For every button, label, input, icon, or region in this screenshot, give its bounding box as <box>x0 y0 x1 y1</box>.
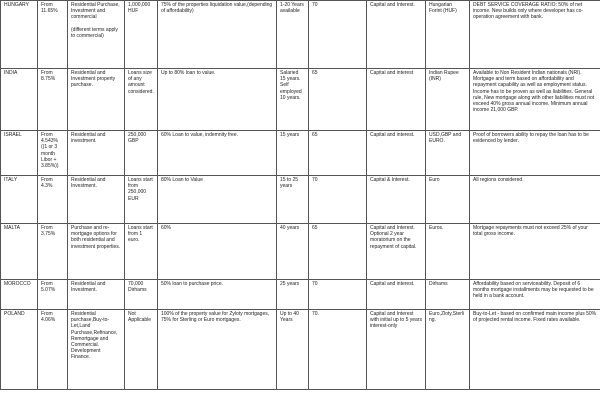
cell-ltv: 100% of the property value for Zyloty mortgages, 75% for Sterling or Euro mortgages. <box>158 310 277 390</box>
cell-term: Up to 40 Years <box>277 310 309 390</box>
cell-max-age: 70 <box>309 280 367 310</box>
cell-loan-size: Loans size of any amount considered. <box>125 69 158 131</box>
cell-term: 15 years <box>277 131 309 176</box>
cell-currency: Indian Rupee (INR) <box>426 69 470 131</box>
cell-notes: DEBT SERVICE COVERAGE RATIO: 50% of net income. New builds only where developer has co-operation agreement with bank. <box>470 1 600 69</box>
cell-country: HUNGARY <box>1 1 38 69</box>
cell-country: ITALY <box>1 176 38 224</box>
cell-term: Salaried 15 years. Self employed 10 years. <box>277 69 309 131</box>
cell-notes: Buy-to-Let - based on confirmed main income plus 50% of projected rental income. Fixed rates available. <box>470 310 600 390</box>
cell-purpose: Residential and investment. <box>68 131 125 176</box>
cell-loan-size: 1,000,000 HUF <box>125 1 158 69</box>
cell-country: MALTA <box>1 224 38 280</box>
cell-rate: From 8.75% <box>38 69 68 131</box>
table-row <box>1 131 600 176</box>
cell-notes: All regions considered. <box>470 176 600 224</box>
cell-purpose: Residential and Investment. <box>68 176 125 224</box>
cell-currency: Euros. <box>426 224 470 280</box>
table-row <box>1 1 600 69</box>
cell-country: POLAND <box>1 310 38 390</box>
cell-notes: Mortgage repayments must not exceed 25% of your total gross income. <box>470 224 600 280</box>
cell-notes: Proof of borrowers ability to repay the loan has to be evidenced by lender. <box>470 131 600 176</box>
cell-ltv: 80% Loan to Value <box>158 176 277 224</box>
cell-repayment: Capital and interest. <box>367 131 426 176</box>
cell-currency: Euro,Zloty,Sterling. <box>426 310 470 390</box>
cell-notes: Affordability based on serviceability. Deposit of 6 months mortgage installments may be requested to be held in a bank account. <box>470 280 600 310</box>
cell-purpose: Residential and Investment property purchase. <box>68 69 125 131</box>
cell-rate: From 4.543% ((1 or 3 month Libor + 3.85%)) <box>38 131 68 176</box>
cell-loan-size: Not Applicable <box>125 310 158 390</box>
table-row <box>1 224 600 280</box>
cell-notes: Available to Non Resident Indian nationals (NRI). Mortgage and term based on affordability and repayment capability as well as employment status. Income has to be proven as well as liabilities. General rule, New mortgage along with other liabilities must not exceed 40% gross annual income. Minimum annual income 21,000 GBP. <box>470 69 600 131</box>
cell-ltv: Up to 80% loan to value. <box>158 69 277 131</box>
cell-loan-size: 250,000 GBP <box>125 131 158 176</box>
cell-repayment: Capital & Interest. <box>367 176 426 224</box>
cell-ltv: 60% Loan to value, indemnity free. <box>158 131 277 176</box>
cell-currency: Dirhams <box>426 280 470 310</box>
cell-repayment: Capital and interest <box>367 69 426 131</box>
cell-repayment: Capital and Interest. Optional 2 year moratorium on the repayment of capital. <box>367 224 426 280</box>
cell-max-age: 65 <box>309 69 367 131</box>
table-row <box>1 176 600 224</box>
cell-purpose: Purchase and re-mortgage options for both residential and investment properties. <box>68 224 125 280</box>
cell-currency: Euro <box>426 176 470 224</box>
cell-loan-size: 70,000 Dirhams <box>125 280 158 310</box>
cell-purpose: Residential purchase,Buy-to-Let,Land Purchase,Refinance, Remortgage and Commercial. Development Finance. <box>68 310 125 390</box>
cell-rate: From 5.07% <box>38 280 68 310</box>
cell-max-age: 70 <box>309 176 367 224</box>
table-row <box>1 310 600 390</box>
cell-purpose: Residential Purchase, Investment and commercial (different terms apply to commercial) <box>68 1 125 69</box>
cell-repayment: Capital and Interest. <box>367 1 426 69</box>
cell-max-age: 70. <box>309 310 367 390</box>
cell-term: 40 years <box>277 224 309 280</box>
cell-max-age: 65 <box>309 131 367 176</box>
cell-rate: From 4.06% <box>38 310 68 390</box>
cell-currency: USD,GBP and EURO. <box>426 131 470 176</box>
cell-loan-size: Loans start from 250,000 EUR <box>125 176 158 224</box>
cell-term: 25 years <box>277 280 309 310</box>
cell-country: INDIA <box>1 69 38 131</box>
cell-rate: From 3.75% <box>38 224 68 280</box>
cell-loan-size: Loans start from 1 euro. <box>125 224 158 280</box>
cell-currency: Hungarian Forint (HUF) <box>426 1 470 69</box>
cell-purpose: Residential and Investment. <box>68 280 125 310</box>
cell-country: MOROCCO <box>1 280 38 310</box>
cell-ltv: 60% <box>158 224 277 280</box>
cell-term: 1-20 Years available <box>277 1 309 69</box>
cell-ltv: 75% of the properties liquidation value,(depending of affordability) <box>158 1 277 69</box>
cell-max-age: 65 <box>309 224 367 280</box>
cell-country: ISRAEL <box>1 131 38 176</box>
table-row <box>1 69 600 131</box>
table-row <box>1 280 600 310</box>
cell-rate: From 4.3% <box>38 176 68 224</box>
cell-ltv: 50% loan to purchase price. <box>158 280 277 310</box>
cell-term: 15 to 25 years <box>277 176 309 224</box>
cell-repayment: Capital and Interest with initial up to 5 years interest-only <box>367 310 426 390</box>
cell-max-age: 70 <box>309 1 367 69</box>
cell-rate: From 11.65% <box>38 1 68 69</box>
cell-repayment: Capital and interest. <box>367 280 426 310</box>
table-body <box>1 1 600 390</box>
